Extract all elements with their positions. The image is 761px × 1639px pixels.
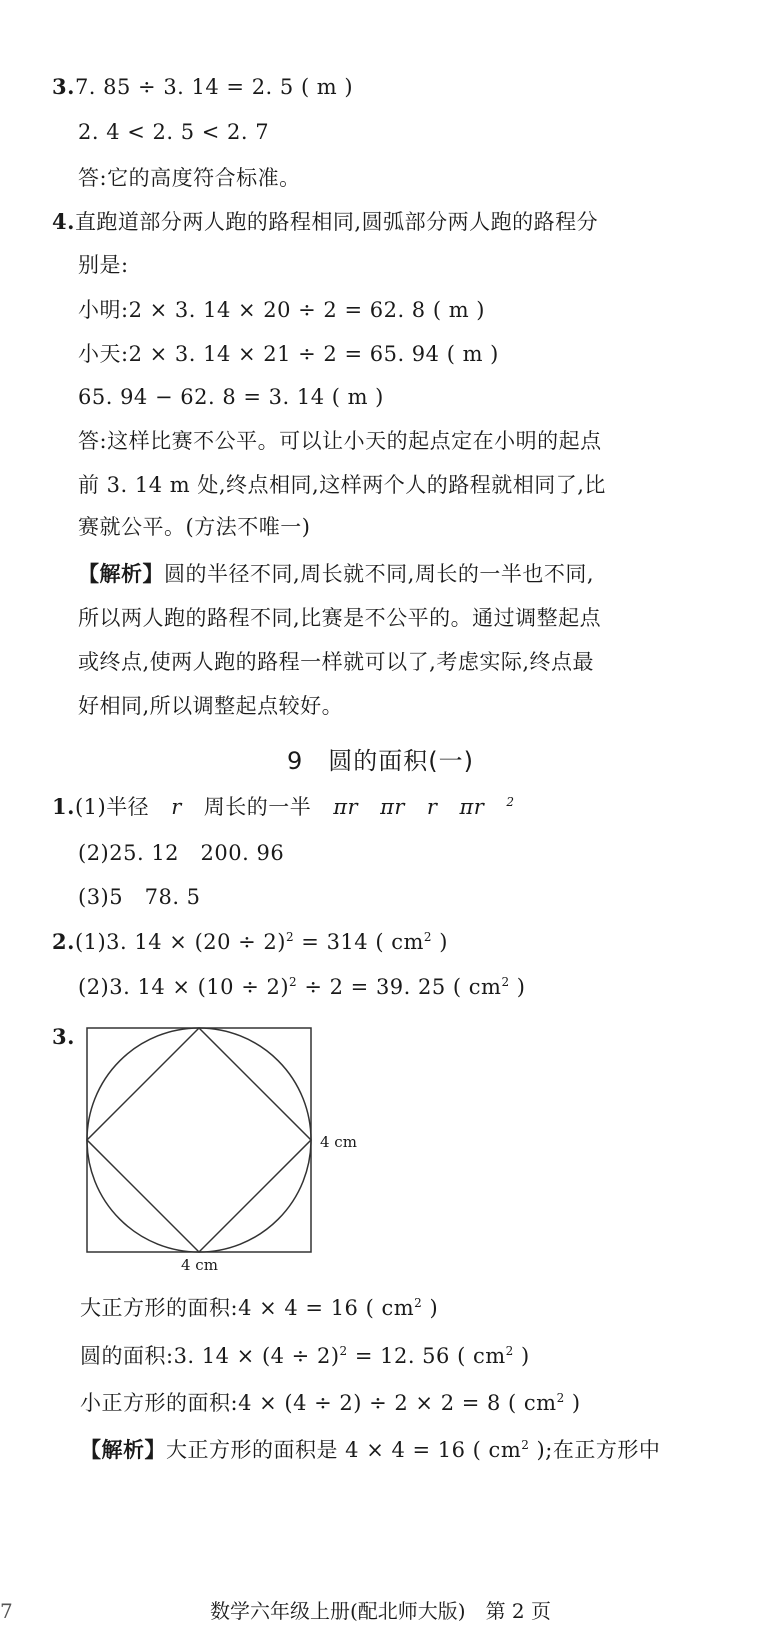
s1-answer-5: πr	[380, 795, 405, 819]
s3-circle-a: 圆的面积:3. 14 × (4 ÷ 2)	[80, 1344, 340, 1368]
s1-part2: (2)25. 12 200. 96	[78, 841, 285, 865]
q4-line1	[52, 207, 598, 237]
s3-small-a: 小正方形的面积:4 × (4 ÷ 2) ÷ 2 × 2 = 8 ( cm	[80, 1391, 557, 1415]
section-title: 9 圆的面积(一)	[287, 747, 474, 775]
square-circle-figure	[80, 1020, 380, 1275]
inner-diamond	[87, 1028, 311, 1252]
s3-big-a: 大正方形的面积:4 × 4 = 16 ( cm	[80, 1296, 415, 1320]
big-square	[87, 1028, 311, 1252]
q4-number: 4.	[52, 209, 75, 234]
q4-line1-text: 直跑道部分两人跑的路程相同,圆弧部分两人跑的路程分	[74, 210, 599, 234]
analysis-tag: 【解析】	[78, 561, 164, 586]
s3-circle-c: )	[513, 1344, 530, 1368]
s3-circle-exp: 2	[339, 1344, 348, 1358]
s1-part3: (3)5 78. 5	[78, 885, 201, 909]
q4-xiaotian: 小天:2 × 3. 14 × 21 ÷ 2 = 65. 94 ( m )	[78, 342, 499, 366]
s3-number-line	[52, 1022, 75, 1052]
s2-part2-c: )	[509, 975, 526, 999]
s1-answer-7: πr 2	[459, 792, 536, 822]
s3-circle-unit-exp: 2	[505, 1344, 514, 1358]
q3-answer: 答:它的高度符合标准。	[78, 166, 301, 190]
s1-part1-label: (1)	[74, 795, 107, 819]
s3-small-unit-exp: 2	[556, 1391, 565, 1405]
s3-number: 3.	[52, 1024, 75, 1049]
q3-calc-text: 7. 85 ÷ 3. 14 = 2. 5 ( m )	[74, 75, 354, 99]
figure-bottom-label: 4 cm	[181, 1256, 218, 1274]
q4-analysis-2: 所以两人跑的路程不同,比赛是不公平的。通过调整起点	[78, 606, 602, 630]
s2-part1-b: = 314 ( cm	[294, 930, 424, 954]
q3-number: 3.	[52, 74, 75, 99]
s1-answer-2: r	[171, 795, 182, 819]
q4-xiaoming: 小明:2 × 3. 14 × 20 ÷ 2 = 62. 8 ( m )	[78, 298, 485, 322]
s3-small-square-area	[80, 1388, 581, 1418]
s1-answer-3: 周长的一半	[203, 795, 312, 819]
q4-answer-1: 答:这样比赛不公平。可以让小天的起点定在小明的起点	[78, 429, 602, 453]
s3-circle-area	[80, 1341, 530, 1371]
s3-analysis-exp: 2	[521, 1438, 530, 1452]
s2-part1-unit-exp: 2	[423, 930, 433, 944]
s1-answer-6: r	[426, 795, 438, 819]
q3-compare: 2. 4 < 2. 5 < 2. 7	[78, 120, 270, 144]
s1-answer-7-base: πr	[459, 795, 485, 819]
s2-part2-b: ÷ 2 = 39. 25 ( cm	[297, 975, 502, 999]
s2-number: 2.	[52, 929, 75, 954]
s2-part2-exp: 2	[289, 975, 298, 989]
s3-analysis-c: );在正方形中	[529, 1438, 661, 1462]
s2-part1-a: (1)3. 14 × (20 ÷ 2)	[74, 930, 286, 954]
s3-big-c: )	[422, 1296, 439, 1320]
s2-part1-c: )	[432, 930, 448, 954]
s2-part2	[78, 972, 525, 1002]
s2-part2-a: (2)3. 14 × (10 ÷ 2)	[78, 975, 290, 999]
s1-answer-1: 半径	[106, 795, 150, 819]
s3-circle-b: = 12. 56 ( cm	[347, 1344, 506, 1368]
s2-part2-unit-exp: 2	[501, 975, 510, 989]
q4-analysis-3: 或终点,使两人跑的路程一样就可以了,考虑实际,终点最	[78, 650, 595, 674]
s1-part1	[52, 792, 558, 822]
s2-part1-exp: 2	[285, 930, 295, 944]
q4-line2: 别是:	[78, 253, 129, 277]
q4-analysis-1-text: 圆的半径不同,周长就不同,周长的一半也不同,	[164, 562, 595, 586]
s3-analysis-a: 大正方形的面积是 4 × 4 = 16 ( cm	[166, 1438, 522, 1462]
page-edge-mark: 7	[0, 1599, 13, 1623]
q4-answer-2: 前 3. 14 m 处,终点相同,这样两个人的路程就相同了,比	[78, 473, 606, 497]
q4-analysis-4: 好相同,所以调整起点较好。	[78, 694, 344, 718]
s3-small-c: )	[564, 1391, 581, 1415]
s3-big-square-area	[80, 1293, 438, 1323]
figure-right-label: 4 cm	[320, 1133, 357, 1151]
s3-analysis-tag: 【解析】	[80, 1437, 166, 1462]
page-footer: 数学六年级上册(配北师大版) 第 2 页	[209, 1599, 552, 1623]
inscribed-circle	[87, 1028, 311, 1252]
s3-big-unit-exp: 2	[414, 1296, 423, 1310]
q4-analysis-1	[78, 559, 594, 589]
q4-diff: 65. 94 − 62. 8 = 3. 14 ( m )	[78, 385, 384, 409]
s3-analysis	[80, 1435, 660, 1465]
s2-part1	[52, 927, 448, 957]
s1-answer-4: πr	[333, 795, 359, 819]
q3-calc	[52, 72, 353, 102]
q4-answer-3: 赛就公平。(方法不唯一)	[78, 515, 311, 539]
s1-number: 1.	[52, 794, 75, 819]
